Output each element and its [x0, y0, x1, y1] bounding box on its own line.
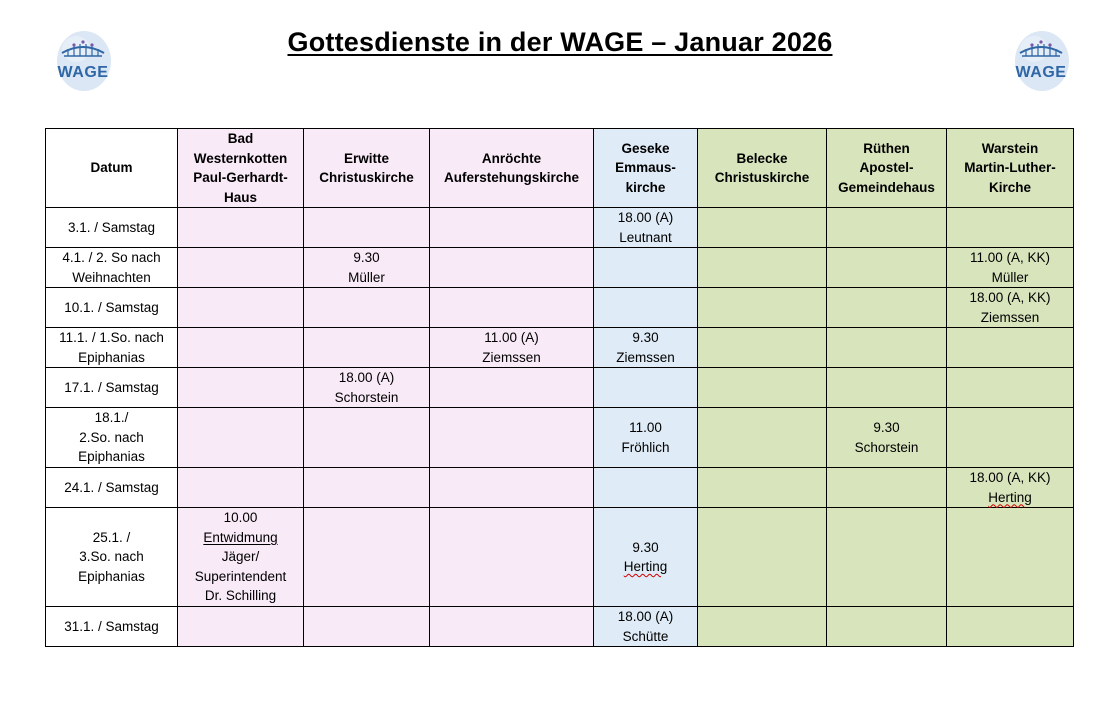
- service-preacher: Müller: [991, 269, 1029, 285]
- service-cell: [430, 607, 594, 647]
- service-cell: [698, 328, 827, 368]
- service-cell: [178, 368, 304, 408]
- header-line: Paul-Gerhardt-: [193, 170, 288, 185]
- service-time: 18.00 (A, KK): [969, 470, 1051, 485]
- service-preacher: Ziemssen: [482, 349, 541, 365]
- service-time: 18.00 (A, KK): [969, 290, 1051, 305]
- table-row: [46, 508, 1074, 607]
- date-line: 10.1. / Samstag: [64, 299, 159, 315]
- service-cell: [178, 208, 304, 248]
- date-line: 2.So. nach: [79, 429, 144, 445]
- date-cell: [46, 328, 178, 368]
- service-cell: [304, 368, 430, 408]
- wage-logo-emblem: [1012, 27, 1070, 95]
- service-cell: [827, 468, 947, 508]
- service-cell: [430, 288, 594, 328]
- service-preacher: Schütte: [622, 628, 669, 644]
- service-preacher: Dr. Schilling: [204, 588, 277, 604]
- table-row: [46, 288, 1074, 328]
- col-header-warstein: [947, 129, 1074, 208]
- service-cell: [178, 328, 304, 368]
- service-time: 10.00: [223, 510, 258, 526]
- service-cell: [947, 408, 1074, 468]
- header-line: Christuskirche: [714, 170, 810, 185]
- service-time: 11.00 (A): [484, 330, 539, 345]
- header-line: Anröchte: [481, 150, 542, 166]
- service-time: 11.00: [629, 420, 662, 435]
- date-cell: [46, 208, 178, 248]
- service-cell: [698, 288, 827, 328]
- page-title: Gottesdienste in der WAGE – Januar 2026: [287, 27, 833, 57]
- date-cell: [46, 408, 178, 468]
- service-cell: [178, 468, 304, 508]
- service-time: 18.00 (A): [338, 370, 395, 385]
- service-cell: [698, 408, 827, 468]
- service-cell: [430, 508, 594, 607]
- service-cell: [947, 368, 1074, 408]
- service-cell: [947, 288, 1074, 328]
- table-row: [46, 468, 1074, 508]
- service-time: 18.00 (A): [617, 609, 674, 624]
- wage-logo-left: [54, 27, 112, 95]
- service-cell: [594, 208, 698, 248]
- service-cell: [827, 368, 947, 408]
- wage-logo-right: [1012, 27, 1070, 95]
- header-line: Haus: [223, 189, 257, 205]
- service-cell: [698, 368, 827, 408]
- service-cell: [430, 328, 594, 368]
- header-line: Apostel-: [859, 160, 914, 176]
- service-cell: [304, 288, 430, 328]
- date-line: 3.1. / Samstag: [67, 219, 156, 235]
- service-cell: [430, 248, 594, 288]
- service-cell: [304, 508, 430, 607]
- service-preacher: Ziemssen: [980, 309, 1040, 325]
- service-note: Entwidmung: [203, 529, 278, 545]
- service-cell: [827, 288, 947, 328]
- service-preacher: Müller: [348, 269, 385, 285]
- col-header-ruethen: [827, 129, 947, 208]
- service-preacher: Leutnant: [619, 229, 672, 245]
- date-line: 31.1. / Samstag: [64, 618, 159, 634]
- date-line: 24.1. / Samstag: [64, 479, 159, 495]
- service-cell: [178, 288, 304, 328]
- service-cell: [594, 368, 698, 408]
- date-line: Epiphanias: [78, 449, 145, 465]
- service-schedule-table: [45, 128, 1074, 647]
- col-header-datum: [46, 129, 178, 208]
- service-cell: [827, 248, 947, 288]
- date-line: 4.1. / 2. So nach: [62, 250, 161, 265]
- date-cell: [46, 288, 178, 328]
- header-line: Datum: [90, 160, 133, 176]
- service-cell: [304, 408, 430, 468]
- header-line: Christuskirche: [319, 170, 414, 185]
- col-header-anroechte: [430, 129, 594, 208]
- date-cell: [46, 607, 178, 647]
- date-line: 25.1. /: [92, 529, 131, 545]
- service-preacher: Schorstein: [334, 389, 399, 405]
- logo-text: WAGE: [1015, 64, 1067, 81]
- service-cell: [827, 328, 947, 368]
- logo-text: WAGE: [57, 64, 109, 81]
- service-cell: [178, 607, 304, 647]
- col-header-bad-westernkotten: [178, 129, 304, 208]
- header-line: Westernkotten: [193, 150, 288, 166]
- service-time: 9.30: [873, 420, 900, 435]
- service-cell: [947, 607, 1074, 647]
- header-line: kirche: [625, 179, 666, 195]
- service-cell: [178, 408, 304, 468]
- service-cell: [594, 468, 698, 508]
- service-cell: [430, 208, 594, 248]
- header-line: Emmaus-: [615, 160, 676, 176]
- header-line: Bad: [227, 131, 254, 146]
- service-cell: [304, 208, 430, 248]
- service-cell: [698, 248, 827, 288]
- header-line: Rüthen: [863, 140, 910, 156]
- service-preacher: Fröhlich: [621, 439, 670, 455]
- date-cell: [46, 468, 178, 508]
- service-cell: [304, 328, 430, 368]
- service-preacher: Herting: [988, 489, 1032, 505]
- service-cell: [304, 468, 430, 508]
- table-row: [46, 408, 1074, 468]
- date-line: 17.1. / Samstag: [64, 379, 159, 395]
- date-line: 18.1./: [94, 410, 129, 426]
- service-preacher: Ziemssen: [616, 349, 675, 365]
- date-cell: [46, 248, 178, 288]
- date-line: 11.1. / 1.So. nach: [59, 330, 164, 345]
- header-line: Auferstehungskirche: [443, 170, 580, 185]
- service-cell: [827, 508, 947, 607]
- service-cell: [698, 508, 827, 607]
- date-cell: [46, 368, 178, 408]
- service-cell: [594, 328, 698, 368]
- service-preacher: Schorstein: [854, 439, 919, 455]
- service-time: 9.30: [353, 250, 380, 265]
- date-line: Epiphanias: [78, 349, 145, 365]
- service-cell: [430, 468, 594, 508]
- table-row: [46, 328, 1074, 368]
- table-row: [46, 248, 1074, 288]
- service-cell: [430, 368, 594, 408]
- col-header-erwitte: [304, 129, 430, 208]
- service-preacher: Superintendent: [194, 568, 287, 584]
- date-cell: [46, 508, 178, 607]
- service-time: 9.30: [632, 330, 659, 345]
- header-line: Martin-Luther-: [964, 160, 1056, 176]
- service-cell: [698, 468, 827, 508]
- date-line: Weihnachten: [72, 269, 151, 285]
- service-cell: [698, 607, 827, 647]
- service-cell: [594, 408, 698, 468]
- service-cell: [947, 208, 1074, 248]
- service-cell: [594, 508, 698, 607]
- service-preacher: Jäger/: [221, 549, 260, 565]
- service-cell: [594, 288, 698, 328]
- service-cell: [947, 248, 1074, 288]
- service-cell: [947, 328, 1074, 368]
- date-line: Epiphanias: [78, 568, 145, 584]
- service-cell: [827, 408, 947, 468]
- service-cell: [178, 248, 304, 288]
- service-cell: [304, 248, 430, 288]
- col-header-geseke: [594, 129, 698, 208]
- col-header-belecke: [698, 129, 827, 208]
- header-line: Geseke: [621, 140, 670, 156]
- service-time: 9.30: [632, 539, 659, 555]
- service-cell: [304, 607, 430, 647]
- header-line: Erwitte: [343, 150, 389, 166]
- header-line: Gemeindehaus: [838, 179, 935, 195]
- header-row: [46, 129, 1074, 208]
- service-cell: [178, 508, 304, 607]
- service-cell: [594, 607, 698, 647]
- date-line: 3.So. nach: [79, 549, 144, 565]
- wage-logo-emblem: [54, 27, 112, 95]
- service-cell: [827, 607, 947, 647]
- service-preacher: Herting: [623, 559, 668, 574]
- service-cell: [698, 208, 827, 248]
- service-cell: [594, 248, 698, 288]
- table-row: [46, 607, 1074, 647]
- service-time: 18.00 (A): [617, 210, 674, 225]
- header-line: Kirche: [988, 179, 1032, 195]
- service-cell: [430, 408, 594, 468]
- header-line: Belecke: [736, 150, 788, 166]
- table-row: [46, 368, 1074, 408]
- service-cell: [947, 468, 1074, 508]
- header-line: Warstein: [981, 140, 1039, 156]
- service-cell: [947, 508, 1074, 607]
- service-time: 11.00 (A, KK): [969, 250, 1051, 265]
- service-cell: [827, 208, 947, 248]
- table-row: [46, 208, 1074, 248]
